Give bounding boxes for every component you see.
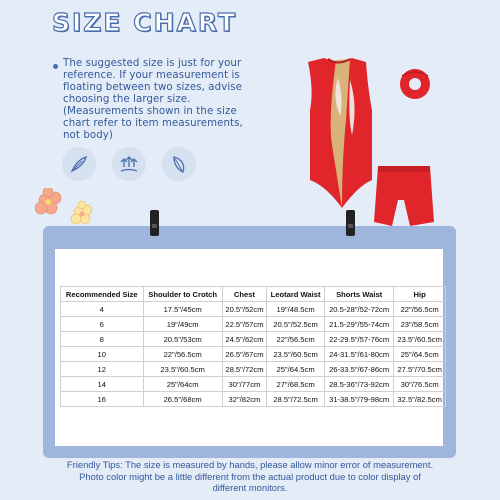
tips-line: different monitors. [212,482,288,493]
table-cell: 10 [61,347,144,362]
board-clip [150,210,159,236]
table-cell: 20.5"/52.5cm [267,317,325,332]
table-cell: 23.5"/60.5cm [143,362,222,377]
page-title: SIZE CHART [52,8,238,37]
table-cell: 23.5"/60.5cm [394,332,446,347]
table-row [61,317,446,332]
table-cell: 21.5-29"/55-74cm [324,317,393,332]
table-cell: 4 [61,302,144,317]
fabric-feather-icon [62,147,96,181]
shorts-image [374,166,434,226]
friendly-tips [12,459,488,494]
table-cell: 31-38.5"/79-98cm [324,392,393,407]
table-cell: 17.5"/45cm [143,302,222,317]
table-row [61,377,446,392]
table-cell: 32.5"/82.5cm [394,392,446,407]
col-header: Hip [394,287,446,302]
tips-line: Friendly Tips: The size is measured by hands, please allow minor error of measurement. [66,459,434,470]
note-line: choosing the larger size. [63,94,191,105]
table-cell: 16 [61,392,144,407]
col-header: Leotard Waist [267,287,325,302]
scrunchie-image [400,69,430,99]
table-cell: 22-29.5"/57-76cm [324,332,393,347]
note-line: chart refer to item measurements, [63,118,243,129]
table-row [61,362,446,377]
table-cell: 23"/58.5cm [394,317,446,332]
table-cell: 30"/76.5cm [394,377,446,392]
table-cell: 25"/64.5cm [394,347,446,362]
table-cell: 12 [61,362,144,377]
note-line: (Measurements shown in the size [63,106,237,117]
product-image [280,50,480,240]
table-cell: 24.5"/62cm [222,332,266,347]
col-header: Chest [222,287,266,302]
bullet-dot [53,64,58,69]
table-cell: 28.5"/72cm [222,362,266,377]
table-row [61,392,446,407]
table-cell: 27.5"/70.5cm [394,362,446,377]
table-cell: 28.5"/72.5cm [267,392,325,407]
table-cell: 22"/56.5cm [394,302,446,317]
table-cell: 23.5"/60.5cm [267,347,325,362]
table-cell: 20.5-28"/52-72cm [324,302,393,317]
table-cell: 28.5-36"/73-92cm [324,377,393,392]
note-line: floating between two sizes, advise [63,82,243,93]
table-cell: 14 [61,377,144,392]
table-row [61,347,446,362]
table-cell: 26-33.5"/67-86cm [324,362,393,377]
table-cell: 27"/68.5cm [267,377,325,392]
table-row [61,332,446,347]
table-cell: 25"/64.5cm [267,362,325,377]
table-cell: 6 [61,317,144,332]
breathable-arrows-icon [112,147,146,181]
table-cell: 26.5"/67cm [222,347,266,362]
table-header-row [61,287,446,302]
size-note [63,58,278,142]
note-line: The suggested size is just for your [63,58,242,69]
table-row [61,302,446,317]
table-cell: 19"/48.5cm [267,302,325,317]
stretch-leaf-icon [162,147,196,181]
table-cell: 22"/56.5cm [143,347,222,362]
col-header: Recommended Size [61,287,144,302]
col-header: Shoulder to Crotch [143,287,222,302]
table-cell: 30"/77cm [222,377,266,392]
table-cell: 25"/64cm [143,377,222,392]
table-cell: 19"/49cm [143,317,222,332]
board-clip [346,210,355,236]
col-header: Shorts Waist [324,287,393,302]
table-cell: 20.5"/52cm [222,302,266,317]
table-cell: 32"/82cm [222,392,266,407]
table-cell: 24-31.5"/61-80cm [324,347,393,362]
note-line: reference. If your measurement is [63,70,240,81]
table-cell: 26.5"/68cm [143,392,222,407]
size-table [60,286,446,407]
note-line: not body) [63,130,113,141]
table-cell: 8 [61,332,144,347]
table-cell: 20.5"/53cm [143,332,222,347]
table-cell: 22.5"/57cm [222,317,266,332]
leotard-image [308,58,372,208]
table-cell: 22"/56.5cm [267,332,325,347]
tips-line: Photo color might be a little different from the actual product due to color display of [79,470,421,482]
